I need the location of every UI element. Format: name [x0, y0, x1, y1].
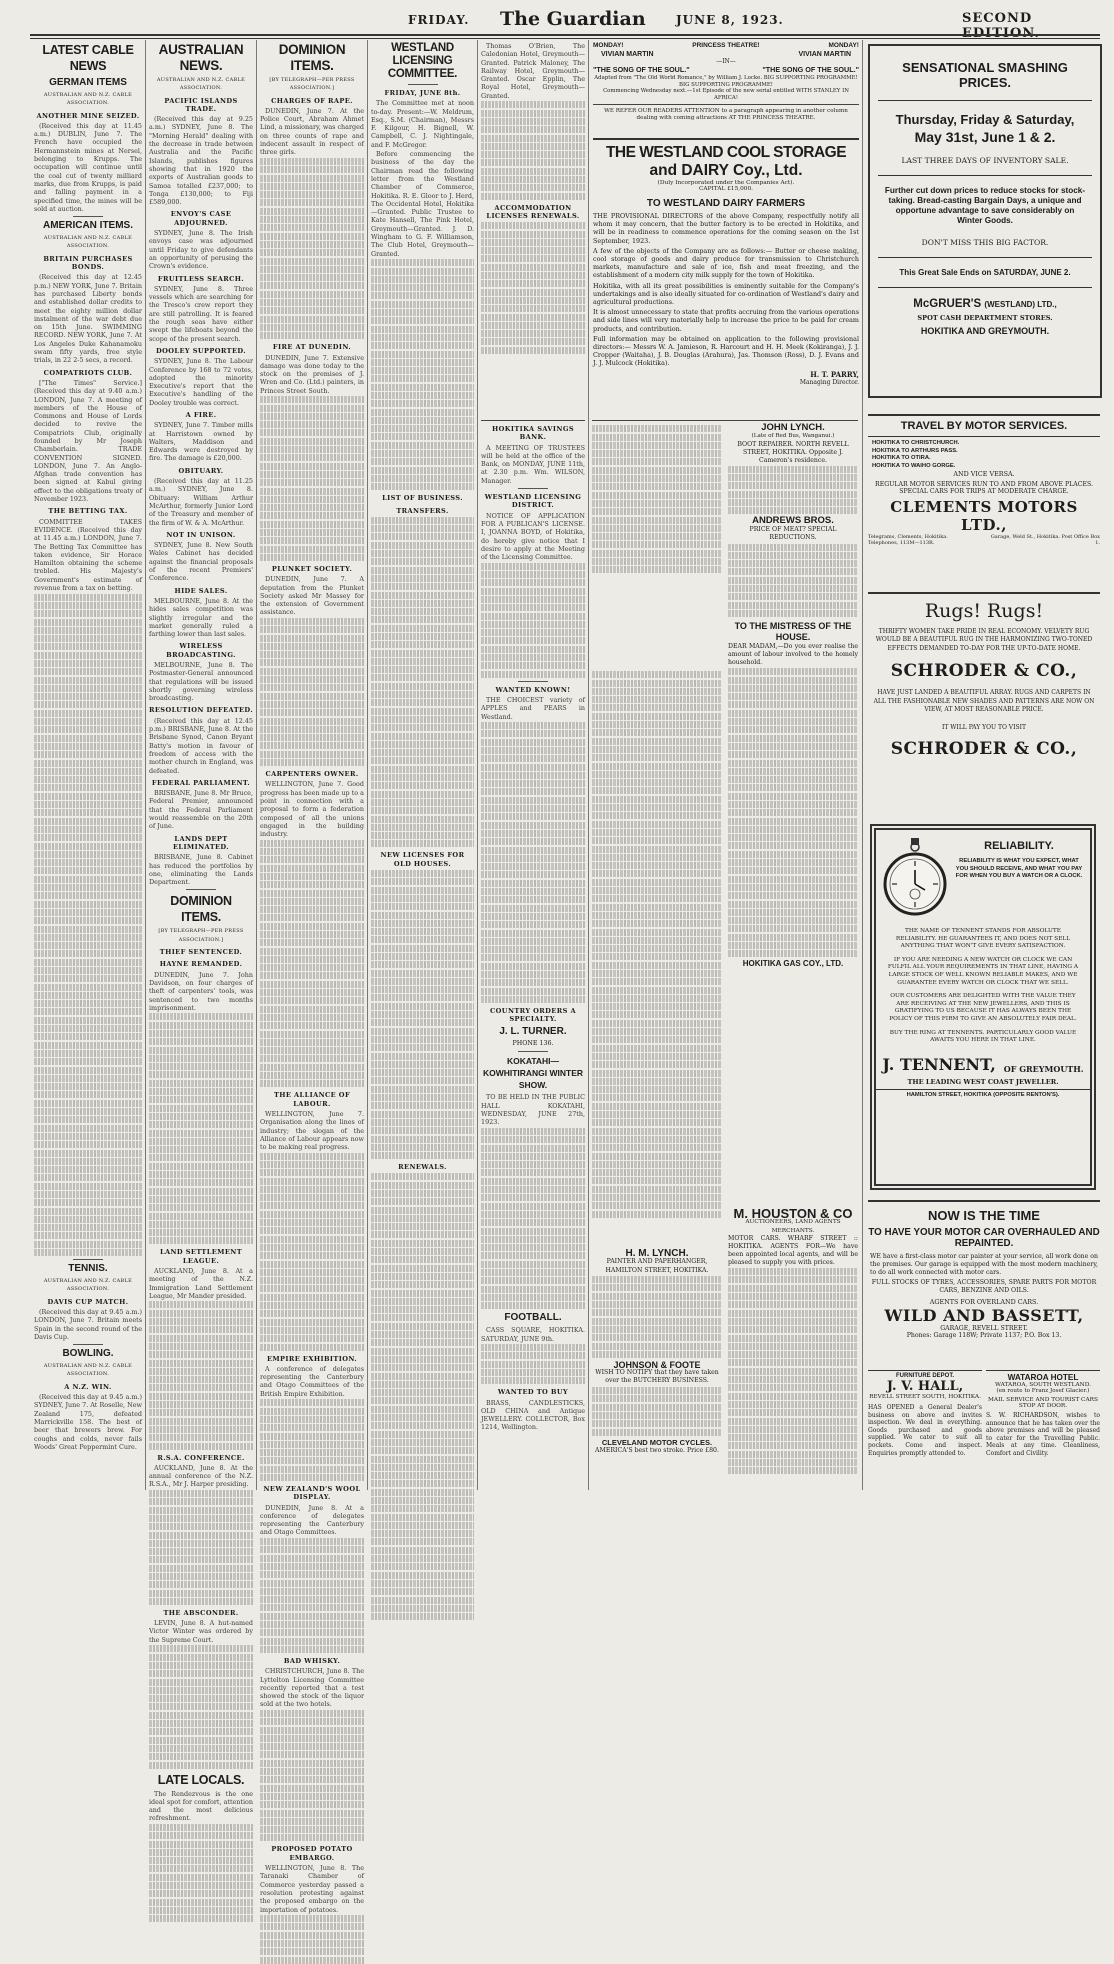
notice-body: THE CHOICEST variety of APPLES and PEARS in Westland. — [481, 695, 585, 721]
notice-title: HOKITIKA SAVINGS BANK. — [491, 425, 575, 442]
dairy-heading-2: and DAIRY Coy., Ltd. — [649, 162, 803, 179]
hotel-text: S. W. RICHARDSON, wishes to announce that he has taken over the above premises and will be pleased to cater for the Travelling Public. Meals at any time. Cleanliness, Comfort and Civility. — [986, 1412, 1100, 1457]
article-subhead: TRANSFERS. — [396, 506, 449, 515]
notice-title: WESTLAND LICENSING DISTRICT. — [484, 493, 582, 510]
article-body: DUNEDIN, June 7. John Davidson, on four charges of theft of carpenters' tools, was sentenced to two months imprisonment. — [149, 970, 253, 1012]
schroder-rugs-ad — [868, 592, 1100, 814]
travel-contact-right: Garage, Weld St., Hokitika. Post Office Box 1. — [990, 534, 1100, 547]
sale-headline-2: PRICES. — [958, 75, 1011, 90]
rugs-paragraph: THRIFTY WOMEN TAKE PRIDE IN REAL ECONOMY. VELVETY RUG WOULD BE A BEAUTIFUL RUG IN THE HARMONIZING TWO-TONED EFFECTS DEMANDED TO-DAY FOR THE UP-TO-DATE HOME. — [875, 628, 1093, 652]
star-name-left: VIVIAN MARTIN — [601, 51, 654, 58]
tennent-tagline: THE LEADING WEST COAST JEWELLER. — [907, 1077, 1059, 1086]
star-name-right: VIVIAN MARTIN — [798, 51, 851, 58]
body-text-lines — [592, 671, 722, 1217]
article-body: DUNEDIN, June 7. A deputation from the Plunket Society asked Mr Massey for the extension of Government assistance. — [260, 575, 364, 617]
rugs-title: Rugs! Rugs! — [924, 600, 1044, 622]
reliability-paragraph: OUR CUSTOMERS ARE DELIGHTED WITH THE VALUE THEY ARE RECEIVING AT THE NEW JEWELLERS, AND THIS IS GRATIFYING TO US BECAUSE IT HAS ALWAYS BEEN THE POLICY OF THIS FIRM TO GIVE AN ABSOLUTELY FAIR DEAL. — [889, 993, 1077, 1022]
notice-title: WANTED KNOWN! — [495, 685, 571, 694]
article-subhead: PROPOSED POTATO EMBARGO. — [271, 1845, 353, 1862]
sale-description: Further cut down prices to reduce stocks for stock-taking. Bread-casting Bargain Days, a unique and opportune advantage to save considerably on Winter Goods. — [884, 186, 1086, 225]
ad-body: MOTOR CARS. WHARF STREET :: HOKITIKA. AGENTS FOR—We have been appointed local agents, and will be pleased to supply you with prices. — [728, 1234, 858, 1266]
article-body: WELLINGTON, June 7. Good progress has been made up to a point in connection with a proposal to form a federation composed of all the unions engaged in the building industry. — [260, 780, 364, 839]
princess-theatre-ad — [593, 42, 859, 124]
section-association: AUSTRALIAN AND N.Z. CABLE ASSOCIATION. — [156, 77, 246, 92]
article-body: (Received this day at 12.45 p.m.) BRISBANE, June 8. At the Brisbane Synod, Canon Bryant Batty's motion in favour of freedom of access with the mother church in England, was defeated. — [149, 716, 253, 775]
notice-body: BRASS, CANDLESTICKS, OLD CHINA and Antique JEWELLERY. COLLECTOR, Box 1214, Wellington. — [481, 1398, 585, 1432]
masthead-date: JUNE 8, 1923. — [676, 13, 784, 27]
article-subhead: HIDE SALES. — [174, 586, 228, 595]
motor-paragraph: WE have a first-class motor car painter at your service, all work done on the premises. Our garage is equipped with the most modern machinery, to do all work connected with motor cars. — [870, 1253, 1099, 1276]
article-body: A conference of delegates representing the Canterbury and Otago Committees of the British Empire Exhibition. — [260, 1364, 364, 1398]
right-ad-column — [868, 44, 1100, 1490]
store-name: McGRUER'S — [913, 298, 982, 310]
article-subhead: HAYNE REMANDED. — [159, 960, 243, 969]
body-text-lines — [728, 668, 858, 957]
body-text-lines — [371, 870, 474, 1159]
article-subhead: FIRE AT DUNEDIN. — [272, 343, 352, 352]
motor-agents: AGENTS FOR OVERLAND CARS. — [929, 1298, 1039, 1306]
jv-hall-ad — [868, 1370, 982, 1490]
article-subhead: EMPIRE EXHIBITION. — [266, 1354, 358, 1363]
sale-dates-2: May 31st, June 1 & 2. — [914, 129, 1056, 145]
article-subhead: A FIRE. — [185, 410, 217, 419]
notice-title: FOOTBALL. — [504, 1312, 562, 1324]
article-body: SYDNEY, June 8. The Labour Conference by 168 to 72 votes, adopted the minority Executive's report that the Executive's handling of the Dooley trouble was correct. — [149, 357, 253, 407]
article-subhead: OBITUARY. — [178, 466, 224, 475]
article-body: DUNEDIN, June 7. Extensive damage was done today to the stock on the premises of J. Wren and Co. (Ltd.) painters, in Princes Street South. — [260, 353, 364, 395]
pocket-watch-icon — [882, 836, 948, 922]
notice-body: NOTICE OF APPLICATION FOR A PUBLICAN'S LICENSE. I, JOANNA BOYD, of Hokitika, do hereby give notice that I desire to apply at the Meeting of the Licensing Committee. — [481, 511, 585, 562]
sale-headline-1: SENSATIONAL SMASHING — [902, 60, 1068, 75]
body-text-lines — [260, 840, 364, 1088]
dairy-subheading: TO WESTLAND DAIRY FARMERS — [646, 198, 806, 209]
reliability-claim: RELIABILITY IS WHAT YOU EXPECT, WHAT YOU SHOULD RECEIVE, AND WHAT YOU PAY FOR WHEN YOU BUY A WATCH OR A CLOCK. — [955, 858, 1083, 880]
article-subhead: NEW LICENSES FOR OLD HOUSES. — [380, 851, 465, 868]
ad-title: ANDREWS BROS. — [752, 515, 834, 527]
travel-regular: REGULAR MOTOR SERVICES RUN TO AND FROM ABOVE PLACES. — [875, 481, 1093, 489]
rugs-company: SCHRODER & CO., — [890, 661, 1078, 682]
reliability-paragraph: THE NAME OF TENNENT STANDS FOR ABSOLUTE RELIABILITY. HE GUARANTEES IT, AND DOES NOT SELL ANYTHING THAT WON'T GIVE EVERY SATISFACTION. — [895, 928, 1071, 950]
ad-title: CLEVELAND MOTOR CYCLES. — [601, 1437, 713, 1447]
divider — [408, 84, 438, 85]
body-text-lines — [371, 1173, 474, 1620]
body-text-lines — [34, 594, 142, 1256]
divider — [518, 1051, 548, 1052]
body-text-lines — [728, 1268, 858, 1474]
notice-title: WANTED TO BUY — [497, 1388, 569, 1397]
article-subhead: A N.Z. WIN. — [64, 1382, 112, 1391]
furniture-text: HAS OPENED a General Dealer's business on above and invites inspection. We deal in everything. Goods purchased and goods supplied. We cater to suit all pockets. Come and inspect. Enquiries promptly attended to. — [868, 1404, 982, 1457]
article-subhead: THIEF SENTENCED. — [159, 948, 243, 957]
body-text-lines — [592, 1276, 722, 1358]
article-body: SYDNEY, June 8. New South Wales Cabinet has decided against the financial proposals of the recent Premiers' Conference. — [149, 541, 253, 583]
motor-subtitle: TO HAVE YOUR MOTOR CAR OVERHAULED AND REPAINTED. — [868, 1227, 1100, 1249]
section-association: AUSTRALIAN AND N.Z. CABLE ASSOCIATION. — [43, 92, 133, 107]
store-name-suffix: (WESTLAND) LTD., — [984, 300, 1057, 309]
rugs-company-2: SCHRODER & CO., — [890, 739, 1078, 760]
ad-title: M. HOUSTON & CO — [733, 1206, 853, 1221]
ad-title: TO THE MISTRESS OF THE HOUSE. — [734, 620, 852, 642]
divider — [73, 216, 103, 217]
article-subhead: ENVOY'S CASE ADJOURNED. — [170, 210, 232, 227]
article-subhead: FEDERAL PARLIAMENT. — [151, 778, 251, 787]
ad-subtitle: AUCTIONEERS, LAND AGENTS MERCHANTS. — [745, 1219, 841, 1234]
notice-body: TO BE HELD IN THE PUBLIC HALL KOKATAHI, WEDNESDAY, JUNE 27th, 1923. — [481, 1093, 585, 1127]
section-heading: AMERICAN ITEMS. — [43, 220, 133, 232]
local-ads-column — [592, 420, 858, 1486]
dairy-paragraph: THE PROVISIONAL DIRECTORS of the above Company, respectfully notify all whom it may concern, that the butter factory is to be erected in Hokitika, and will be in readiness to commence operations for the coming season on the 1st September, 1923. — [593, 212, 859, 245]
article-subhead: DAVIS CUP MATCH. — [47, 1297, 129, 1306]
store-tagline: SPOT CASH DEPARTMENT STORES. — [917, 314, 1053, 322]
article-body: WELLINGTON, June 8. The Taranaki Chamber of Commerce yesterday passed a resolution protesting against the proposed embargo on the importation of potatoes. — [260, 1864, 364, 1914]
serial-note: Commencing Wednesday next.—1st Episode of the new serial entitled WITH STANLEY IN AFRICA! — [603, 88, 849, 101]
travel-company: CLEMENTS MOTORS LTD., — [890, 498, 1078, 535]
article-body: Thomas O'Brien, The Caledonian Hotel, Greymouth—Granted. Patrick Maloney, The Railway Hotel, Greymouth—Granted. Oscar Epplin, The Royal Hotel, Greymouth—Granted. — [481, 42, 585, 100]
article-subhead: BRITAIN PURCHASES BONDS. — [43, 254, 133, 272]
column-licensing-committee — [371, 42, 474, 1482]
article-subhead: CARPENTERS OWNER. — [265, 770, 359, 779]
article-body: SYDNEY, June 8. Three vessels which are searching for the Tresco's crew report they are still patrolling. It is feared the rough seas have either swept the lifeboats beyond the scope of the present search. — [149, 284, 253, 343]
notice-title: J. L. TURNER. — [499, 1026, 567, 1038]
reliability-paragraph: IF YOU ARE NEEDING A NEW WATCH OR CLOCK WE CAN FULFIL ALL YOUR REQUIREMENTS IN THAT LINE, HAVING A LARGE STOCK OF WELL KNOWN RELIABLE MAKES, AND WE GUARANTEE EVERY WATCH OR CLOCK THAT WE SELL. — [887, 956, 1079, 986]
masthead — [0, 0, 1114, 41]
body-text-lines — [481, 722, 585, 1003]
ad-subtitle: (Late of Red Bus, Wanganui.) — [751, 433, 835, 440]
article-body: ["The Times" Service.] (Received this day at 9.40 a.m.) LONDON, June 7. A meeting of members of the House of Commons and House of Lords decided to revive the Compatriots Club, originally founded by Mr Joseph Chamberlain. TRADE CONVENTION SIGNED. LONDON, June 7. An Anglo-Afghan trade convention has been signed at Kabul giving effect to the obligations treaty of November 1923. — [34, 378, 142, 504]
article-body: DUNEDIN, June 8. At a conference of delegates representing the Canterbury and Otago Committees. — [260, 1503, 364, 1537]
column-title: LATEST CABLE NEWS — [42, 43, 134, 73]
column-licensing-continued — [481, 42, 585, 452]
article-body: CHRISTCHURCH, June 8. The Lyttelton Licensing Committee recently reported that a test showed the stock of the liquor sold at the two hotels. — [260, 1667, 364, 1709]
section-title: DOMINION ITEMS. — [170, 894, 232, 925]
hotel-mail: MAIL SERVICE AND TOURIST CARS STOP AT DOOR. — [988, 1397, 1098, 1409]
rugs-paragraph: HAVE JUST LANDED A BEAUTIFUL ARRAY. RUGS AND CARPETS IN ALL THE FASHIONABLE NEW SHADES AND PATTERNS ARE NOW ON VIEW, AT MOST REASONABLE PRICE. — [873, 689, 1095, 714]
theatre-refer-note: WE REFER OUR READERS ATTENTION to a paragraph appearing in another column dealing with coming attractions AT THE PRINCESS THEATRE. — [604, 108, 848, 121]
dairy-signoff-title: Managing Director. — [799, 378, 859, 386]
article-subhead: DOOLEY SUPPORTED. — [156, 346, 246, 355]
column-title: DOMINION ITEMS. — [278, 42, 346, 73]
article-body: SYDNEY, June 7. Timber mills at Harristown owned by Walters, Maddison and Edwards were destroyed by fire. The damage is £20,000. — [149, 421, 253, 463]
wild-bassett-ad — [868, 1200, 1100, 1360]
tennent-location: OF GREYMOUTH. — [1003, 1063, 1084, 1074]
article-subhead: LANDS DEPT ELIMINATED. — [172, 834, 230, 851]
body-text-lines — [592, 425, 722, 573]
travel-route: HOKITIKA TO ARTHURS PASS. — [872, 447, 958, 454]
article-body: (Received this day at 9.25 a.m.) SYDNEY, June 8. The "Morning Herald" dealing with the decrease in trade between Australia and the Pacific Islands, publishes figures showing that in 1920 the exports of Australian goods to Samoa totalled £237,000; to Tonga £130,000; to Fiji £589,000. — [149, 115, 253, 207]
body-text-lines — [260, 158, 364, 339]
column-title: WESTLAND LICENSING COMMITTEE. — [387, 42, 458, 80]
body-text-lines — [728, 544, 858, 617]
column-rule — [862, 40, 863, 1490]
dairy-paragraph: Full information may be obtained on application to the following provisional directors:— Messrs W. A. Jamieson, R. Harcourt and H. H. Meek (Kokiranga), J. J. Cropper (Waitaha), J. B. Douglas (Arahura), Jas. Thomson (Ross), D. J. Evans and J. J. Mulcock (Hokitika). — [593, 334, 859, 368]
travel-special: SPECIAL CARS FOR TRIPS AT MODERATE CHARGE. — [899, 488, 1069, 496]
divider — [73, 1259, 103, 1260]
motor-company: WILD AND BASSETT, — [884, 1306, 1084, 1325]
motor-address: GARAGE, REVELL STREET. — [940, 1325, 1028, 1332]
article-body: COMMITTEE TAKES EVIDENCE. (Received this day at 11.45 a.m.) LONDON, June 7. The Betting Tax Committee has taken evidence, Sir Horace Hamilton obtaining the scheme trebled. His Majesty's Government's estimate of revenue from a tax on betting. — [34, 517, 142, 593]
article-subhead: PACIFIC ISLANDS TRADE. — [164, 96, 238, 113]
article-subhead: LAND SETTLEMENT LEAGUE. — [159, 1248, 243, 1265]
article-subhead: FRUITLESS SEARCH. — [157, 274, 245, 283]
ad-body: PAINTER AND PAPERHANGER, HAMILTON STREET, HOKITIKA. — [605, 1258, 709, 1274]
article-body: The Rendezvous is the one ideal spot for comfort, attention and the most delicious refreshment. — [149, 1789, 253, 1823]
article-subhead: BAD WHISKY. — [283, 1656, 341, 1665]
hotel-location: WATAROA, SOUTH WESTLAND. — [994, 1382, 1092, 1388]
article-subhead: COMPATRIOTS CLUB. — [43, 368, 133, 377]
article-body: SYDNEY, June 8. The Irish envoys case was adjourned until Friday to give defendants an opportunity of perusing the Crown's evidence. — [149, 229, 253, 271]
article-subhead: WIRELESS BROADCASTING. — [166, 642, 236, 659]
notice-title: KOKATAHI—KOWHITIRANGI WINTER SHOW. — [482, 1056, 584, 1091]
furniture-name: J. V. HALL, — [886, 1379, 964, 1394]
divider — [186, 889, 216, 890]
theatre-day-right: MONDAY! — [828, 42, 859, 49]
ad-body: PRICE OF MEAT? SPECIAL REDUCTIONS. — [749, 525, 837, 541]
dairy-signoff-name: H. T. PARRY, — [810, 369, 859, 379]
sale-dont-miss: DON'T MISS THIS BIG FACTOR. — [921, 238, 1049, 247]
dairy-paragraph: Hokitika, with all its great possibilities is eminently suitable for the Company's undertakings and is also ideally situated for co-ordination of Westland's dairy and agricultural productions. — [593, 281, 859, 307]
article-body: LEVIN, June 8. A hut-named Victor Winter was ordered by the Supreme Court. — [149, 1619, 253, 1644]
tennent-address: HAMILTON STREET, HOKITIKA (OPPOSITE RENTON'S). — [876, 1089, 1090, 1098]
body-text-lines — [371, 517, 474, 848]
article-body: AUCKLAND, June 8. At a meeting of the N.Z. Immigration Land Settlement League, Mr Mander presided. — [149, 1267, 253, 1300]
body-text-lines — [149, 1013, 253, 1244]
section-heading: TENNIS. — [68, 1263, 108, 1275]
section-heading: BOWLING. — [62, 1348, 114, 1360]
body-text-lines — [481, 1344, 585, 1384]
ad-body: DEAR MADAM,—Do you ever realise the amount of labour involved to the homely household. — [728, 642, 858, 666]
westland-dairy-ad — [593, 138, 859, 414]
article-subhead: LIST OF BUSINESS. — [382, 494, 463, 503]
notice-body: A MEETING OF TRUSTEES will be held at the office of the Bank, on MONDAY, JUNE 11th, at 2.30 p.m. Wm. WILSON, Manager. — [481, 443, 585, 485]
article-subhead: R.S.A. CONFERENCE. — [157, 1453, 245, 1462]
article-subhead: NEW ZEALAND'S WOOL DISPLAY. — [263, 1484, 361, 1502]
article-subhead: ACCOMMODATION LICENSES RENEWALS. — [486, 203, 580, 220]
notice-body: PHONE 136. — [512, 1040, 554, 1048]
dateline: FRIDAY, JUNE 8th. — [384, 89, 461, 97]
ad-body: WISH TO NOTIFY that they have taken over the BUTCHERY BUSINESS. — [595, 1369, 719, 1385]
article-body: WELLINGTON, June 7. Organisation along the lines of industry; the slogan of the Alliance of Labour appears now to be making real progress. — [260, 1109, 364, 1152]
ad-title: JOHN LYNCH. — [761, 422, 825, 433]
column-title: AUSTRALIAN NEWS. — [158, 42, 244, 73]
rugs-pay-note: IT WILL PAY YOU TO VISIT — [942, 724, 1026, 732]
tennent-name: J. TENNENT, — [882, 1054, 996, 1074]
section-association: [BY TELEGRAPH—PER PRESS ASSOCIATION.] — [269, 77, 355, 92]
body-text-lines — [149, 1301, 253, 1449]
article-body: (Received this day at 9.45 a.m.) LONDON, June 7. Britain meets Spain in the second round of the Davis Cup. — [34, 1307, 142, 1341]
article-subhead: THE ALLIANCE OF LABOUR. — [273, 1091, 351, 1108]
body-text-lines — [149, 1490, 253, 1605]
motor-title: NOW IS THE TIME — [928, 1208, 1040, 1223]
furniture-depot: FURNITURE DEPOT. — [895, 1373, 954, 1379]
body-text-lines — [481, 222, 585, 353]
article-body: (Received this day at 11.45 a.m.) DUBLIN, June 7. The French have occupied the Hermannstein mines at Nersel, belonging to Krupps. The occupation will continue until the coal cut of twenty milliard marks, due from Krupps, is paid and falling payment in a specified time, the mines will be sold at auction. — [34, 121, 142, 213]
film-title-left: "THE SONG OF THE SOUL." — [593, 65, 690, 74]
divider — [518, 488, 548, 489]
hotel-note: (en route to Franz Josef Glacier.) — [996, 1388, 1090, 1394]
body-text-lines — [481, 563, 585, 678]
hotel-name: WATAROA HOTEL — [1007, 1373, 1079, 1382]
store-locations: HOKITIKA AND GREYMOUTH. — [920, 326, 1050, 336]
ad-title: H. M. LYNCH. — [625, 1248, 689, 1259]
masthead-title: The Guardian — [500, 8, 646, 30]
column-dominion-items — [260, 42, 364, 1914]
article-subhead: NOT IN UNISON. — [166, 530, 236, 539]
body-text-lines — [592, 1387, 722, 1435]
body-text-lines — [260, 1915, 364, 1963]
body-text-lines — [149, 1824, 253, 1922]
article-body: (Received this day at 11.25 a.m.) SYDNEY, June 8. Obituary: William Arthur McArthur, formerly Junior Lord of the Treasury and member of the firm of W. & A. McArthur. — [149, 477, 253, 527]
section-title: LATE LOCALS. — [157, 1772, 245, 1787]
column-australian-news — [149, 42, 254, 1823]
article-subhead: RENEWALS. — [398, 1163, 447, 1172]
article-body: BRISBANE, June 8. Cabinet has reduced the portfolios by one, eliminating the Lands Department. — [149, 853, 253, 887]
dairy-paragraph: A few of the objects of the Company are as follows:— Butter or cheese making, cool storage of goods and dairy produce for transmission to Christchurch markets, manufacture and sale of ice, fish and meat freezing, and the establishment of a modern city milk supply for the town of Hokitika. — [593, 246, 859, 280]
column-rule — [145, 40, 146, 1490]
masthead-day: FRIDAY. — [408, 13, 470, 27]
sale-last-days: LAST THREE DAYS OF INVENTORY SALE. — [901, 156, 1069, 165]
clements-motors-ad — [868, 414, 1100, 586]
theatre-day-left: MONDAY! — [593, 42, 624, 49]
article-body: The Committee met at noon to-day. Present:—W. Meldrum, Esq., S.M. (Chairman), Messrs F. Kilgour, H. Bignell, W. Campbell, C. J. Nightingale, and F. McGregor. — [371, 99, 474, 149]
section-association: [BY TELEGRAPH—PER PRESS ASSOCIATION.] — [158, 928, 244, 943]
column-rule — [367, 40, 368, 1490]
section-association: AUSTRALIAN AND N.Z. CABLE ASSOCIATION. — [43, 1363, 133, 1378]
column-rule — [588, 40, 589, 1490]
divider — [518, 681, 548, 682]
masthead-rule — [30, 34, 1100, 36]
article-body: Before commencing the business of the day the Chairman read the following letter from the Westland Chamber of Commerce, Hokitika. R. E. Gloor to J. Herd, The Occidental Hotel, Hokitika—Granted. Public Trustee to Kate Hansell, The Pink Hotel, Greymouth—Granted. J. D. Wingham to G. F. Williamson, The Club Hotel, Greymouth—Granted. — [371, 150, 474, 258]
body-text-lines — [371, 259, 474, 490]
notice-title: COUNTRY ORDERS A SPECIALTY. — [490, 1006, 576, 1024]
body-text-lines — [728, 466, 858, 514]
tennent-reliability-ad — [870, 824, 1096, 1190]
article-body: MELBOURNE, June 8. At the hides sales competition was slightly irregular and the market generally ruled a farthing lower than last sales. — [149, 596, 253, 639]
body-text-lines — [481, 101, 585, 199]
ad-title: HOKITIKA GAS COY., LTD. — [742, 959, 844, 969]
dairy-paragraph: It is almost unnecessary to state that profits accruing from the various operations and side lines will very materially help to increase the price to be paid for cream products, and contribution. — [593, 308, 859, 333]
column-rule — [256, 40, 257, 1490]
body-text-lines — [260, 396, 364, 561]
article-subhead: PLUNKET SOCIETY. — [271, 564, 353, 573]
body-text-lines — [481, 1128, 585, 1309]
furniture-address: REVELL STREET SOUTH, HOKITIKA. — [869, 1394, 981, 1400]
sale-dates-1: Thursday, Friday & Saturday, — [895, 112, 1075, 127]
ad-body: BOOT REPAIRER. NORTH REVELL STREET, HOKITIKA. Opposite J. Cameron's residence. — [737, 440, 849, 464]
motor-paragraph: FULL STOCKS OF TYRES, ACCESSORIES, SPARE PARTS FOR MOTOR CARS, BENZINE AND OILS. — [871, 1279, 1097, 1294]
article-body: (Received this day at 12.45 p.m.) NEW YORK, June 7. Britain has purchased Liberty bonds and established dollar credits to meet the eighty million dollar instalment of the war debt due on 15th June. SWIMMING RECORD. NEW YORK, June 7. At Los Angeles Duke Kahanamoku swam fifty yards, free style trials, in 22 2-5 secs, a record. — [34, 273, 142, 365]
masthead-rule-thin — [30, 38, 1100, 39]
article-body: (Received this day at 9.45 a.m.) SYDNEY, June 7. At Roselle, New Zealand 175, defeated Marrickville 158. The best of beer that brewers brew. For coughs and colds, never fails Woods' Great Peppermint Cure. — [34, 1393, 142, 1451]
article-body: BRISBANE, June 8. Mr Bruce, Federal Premier, announced that the Federal Parliament would reassemble on the 20th of June. — [149, 789, 253, 831]
article-subhead: THE BETTING TAX. — [48, 507, 128, 516]
masthead-edition: SECOND EDITION. — [962, 11, 1040, 41]
ad-body: AMERICA'S best two stroke. Price £80. — [595, 1446, 719, 1454]
body-text-lines — [260, 1399, 364, 1481]
body-text-lines — [260, 618, 364, 766]
section-heading: GERMAN ITEMS — [49, 77, 127, 88]
column-latest-cable-news — [34, 42, 142, 1482]
travel-route: HOKITIKA TO CHRISTCHURCH. — [872, 440, 960, 446]
dairy-heading-1: THE WESTLAND COOL STORAGE — [605, 144, 847, 161]
ad-title: JOHNSON & FOOTE — [613, 1359, 701, 1370]
theatre-name: PRINCESS THEATRE! — [692, 42, 760, 49]
body-text-lines — [260, 1538, 364, 1653]
reliability-title: RELIABILITY. — [984, 840, 1054, 852]
travel-route: HOKITIKA TO OTIRA. — [872, 455, 931, 462]
article-body: MELBOURNE, June 8. The Postmaster-General announced that regulations will be issued shortly governing wireless broadcasting. — [149, 661, 253, 703]
travel-route: HOKITIKA TO WAIHO GORGE. — [872, 462, 956, 469]
section-association: AUSTRALIAN AND N.Z. CABLE ASSOCIATION. — [43, 1278, 133, 1293]
notices-column — [481, 420, 585, 1486]
travel-contact-left: Telegrams, Clements, Hokitika. Telephones, 113M—113R. — [868, 534, 948, 547]
sale-ends: This Great Sale Ends on SATURDAY, JUNE 2. — [899, 268, 1071, 277]
article-body: AUCKLAND, June 8. At the annual conference of the N.Z. R.S.A., Mr J. Harper presiding. — [149, 1463, 253, 1489]
wataroa-hotel-ad — [986, 1370, 1100, 1490]
divider — [73, 1344, 103, 1345]
notice-body: CASS SQUARE, HOKITIKA. SATURDAY, JUNE 9th. — [481, 1326, 585, 1343]
dairy-capital: CAPITAL £15,000. — [698, 186, 754, 192]
body-text-lines — [149, 1645, 253, 1768]
body-text-lines — [260, 1710, 364, 1841]
mcgruer-sale-ad — [868, 44, 1102, 398]
travel-vice-versa: AND VICE VERSA. — [953, 470, 1015, 479]
column-rule — [477, 40, 478, 1490]
article-body: DUNEDIN, June 7. At the Police Court, Abraham Ahmet Lind, a missionary, was charged on three counts of rape and indecent assault in respect of three girls. — [260, 106, 364, 157]
motor-phones: Phones: Garage 118W; Private 1137; P.O. Box 13. — [906, 1332, 1062, 1339]
film-tagline: Adapted from "The Old World Romance," by William J. Locke. BIG SUPPORTING PROGRAMME! BIG SUPPORTING PROGRAMME! — [594, 75, 858, 88]
article-subhead: CHARGES OF RAPE. — [271, 96, 353, 105]
reliability-paragraph: BUY THE RING AT TENNENTS. PARTICULARLY GOOD VALUE AWAITS YOU HERE IN THAT LINE. — [889, 1029, 1077, 1044]
body-text-lines — [260, 1153, 364, 1351]
travel-title: TRAVEL BY MOTOR SERVICES. — [900, 420, 1068, 432]
in-label: —IN— — [716, 58, 736, 65]
dairy-incorporated: (Duly Incorporated under the Companies Act). — [657, 180, 795, 186]
article-subhead: THE ABSCONDER. — [163, 1608, 239, 1617]
article-subhead: RESOLUTION DEFEATED. — [149, 706, 254, 715]
section-association: AUSTRALIAN AND N.Z. CABLE ASSOCIATION. — [43, 235, 133, 250]
film-title-right: "THE SONG OF THE SOUL." — [762, 65, 859, 74]
article-subhead: ANOTHER MINE SEIZED. — [36, 111, 140, 120]
